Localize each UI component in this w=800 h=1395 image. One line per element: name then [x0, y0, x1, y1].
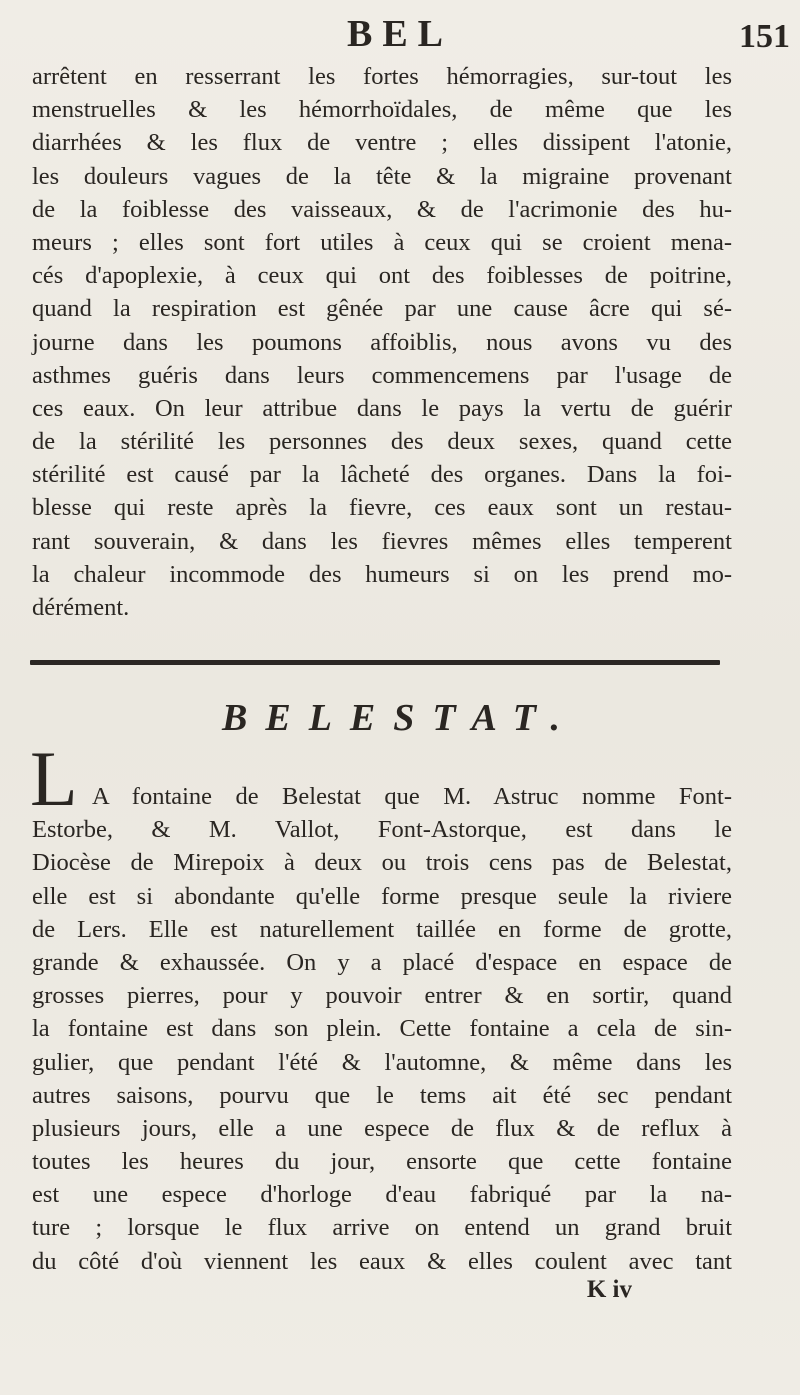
- text-line: A fontaine de Belestat que M. Astruc nomme Font-: [92, 783, 732, 810]
- text-line: ces eaux. On leur attribue dans le pays la vertu de guérir: [32, 394, 732, 422]
- paragraph-bel-continued: [32, 60, 732, 624]
- text-line: les douleurs vagues de la tête & la migraine provenant: [32, 162, 732, 190]
- text-line: grande & exhaussée. On y a placé d'espace en espace de: [32, 948, 732, 976]
- text-line: de Lers. Elle est naturellement taillée en forme de grotte,: [32, 915, 732, 943]
- text-line: de la stérilité les personnes des deux sexes, quand cette: [32, 428, 732, 456]
- text-line: meurs ; elles sont fort utiles à ceux qui se croient mena-: [32, 228, 732, 256]
- section-title: BELESTAT.: [222, 697, 578, 739]
- text-line: blesse qui reste après la fievre, ces eaux sont un restau-: [32, 494, 732, 522]
- text-line: ture ; lorsque le flux arrive on entend un grand bruit: [32, 1214, 732, 1242]
- text-line: Estorbe, & M. Vallot, Font-Astorque, est dans le: [32, 816, 732, 844]
- running-head: BEL: [346, 13, 454, 55]
- page-header: [0, 12, 800, 56]
- text-line: menstruelles & les hémorrhoïdales, de même que les: [32, 96, 732, 124]
- text-line: autres saisons, pourvu que le tems ait été sec pendant: [32, 1081, 732, 1109]
- paragraph-belestat: [32, 780, 732, 1278]
- text-line: quand la respiration est gênée par une cause âcre qui sé-: [32, 295, 732, 323]
- text-line: dérément.: [32, 594, 130, 621]
- text-line: de la foiblesse des vaisseaux, & de l'acrimonie des hu-: [32, 195, 732, 223]
- section-divider: [30, 660, 720, 665]
- text-line: journe dans les poumons affoiblis, nous avons vu des: [32, 328, 732, 356]
- text-line: stérilité est causé par la lâcheté des organes. Dans la foi-: [32, 461, 732, 489]
- text-line: asthmes guéris dans leurs commencemens par l'usage de: [32, 361, 732, 389]
- page-number: 151: [739, 18, 790, 55]
- text-line: rant souverain, & dans les fievres mêmes elles temperent: [32, 527, 732, 555]
- text-line: arrêtent en resserrant les fortes hémorragies, sur-tout les: [32, 63, 732, 90]
- text-line: grosses pierres, pour y pouvoir entrer & en sortir, quand: [32, 982, 732, 1010]
- text-line: gulier, que pendant l'été & l'automne, & même dans les: [32, 1048, 732, 1076]
- signature-mark: K iv: [586, 1276, 632, 1303]
- drop-cap: L: [30, 735, 78, 822]
- text-line: elle est si abondante qu'elle forme presque seule la riviere: [32, 882, 732, 910]
- text-line: du côté d'où viennent les eaux & elles coulent avec tant: [32, 1247, 732, 1275]
- text-line: diarrhées & les flux de ventre ; elles dissipent l'atonie,: [32, 129, 732, 157]
- text-line: la fontaine est dans son plein. Cette fontaine a cela de sin-: [32, 1015, 732, 1043]
- text-line: la chaleur incommode des humeurs si on les prend mo-: [32, 560, 732, 588]
- text-line: Diocèse de Mirepoix à deux ou trois cens pas de Belestat,: [32, 849, 732, 877]
- text-line: plusieurs jours, elle a une espece de flux & de reflux à: [32, 1114, 732, 1142]
- text-line: cés d'apoplexie, à ceux qui ont des foiblesses de poitrine,: [32, 262, 732, 290]
- text-line: toutes les heures du jour, ensorte que cette fontaine: [32, 1148, 732, 1176]
- text-line: est une espece d'horloge d'eau fabriqué par la na-: [32, 1181, 732, 1209]
